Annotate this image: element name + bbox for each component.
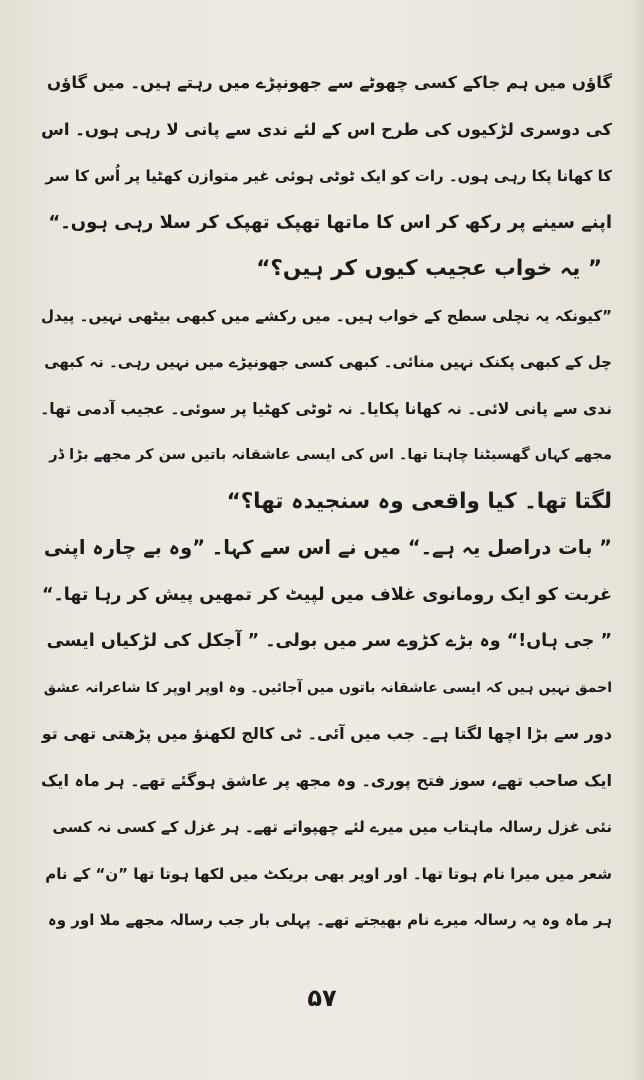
text-line: ندی سے پانی لائی۔ نہ کھانا پکایا۔ نہ ٹوٹی کھٹیا پر سوئی۔ عجیب آدمی تھا۔	[40, 399, 612, 418]
text-line: لگتا تھا۔ کیا واقعی وہ سنجیدہ تھا؟“	[226, 488, 612, 514]
text-line: اپنے سینے پر رکھ کر اس کا ماتھا تھپک تھپک کر سلا رہی ہوں۔“	[48, 211, 612, 233]
text-line: ” جی ہاں!“ وہ بڑے کڑوے سر میں بولی۔ ” آجکل کی لڑکیاں ایسی	[46, 631, 612, 651]
text-line: کا کھانا پکا رہی ہوں۔ رات کو ایک ٹوٹی ہوئی غیر متوازن کھٹیا پر اُس کا سر	[45, 167, 612, 185]
text-line: چل کے کبھی پکنک نہیں منائی۔ کبھی کسی جھونپڑے میں نہیں رہی۔ نہ کبھی	[44, 353, 612, 371]
text-line: کی دوسری لڑکیوں کی طرح اس کے لئے ندی سے پانی لا رہی ہوں۔ اس	[41, 119, 612, 139]
text-line: دور سے بڑا اچھا لگتا ہے۔ جب میں آئی۔ ٹی کالج لکھنؤ میں پڑھتی تھی تو	[41, 724, 612, 743]
text-line: غربت کو ایک رومانوی غلاف میں لپیٹ کر تمھیں پیش کر رہا تھا۔“	[42, 584, 612, 605]
text-line: احمق نہیں ہیں کہ ایسی عاشقانہ باتوں میں آجائیں۔ وہ اوپر اوپر کا شاعرانہ عشق	[43, 679, 612, 696]
text-line: ایک صاحب تھے، سوز فتح پوری۔ وہ مجھ پر عاشق ہوگئے تھے۔ ہر ماہ ایک	[41, 770, 612, 790]
text-line: شعر میں میرا نام ہوتا تھا۔ اور اوپر بھی بریکٹ میں لکھا ہوتا تھا ”ن“ کے نام	[45, 864, 612, 883]
text-line: ” یہ خواب عجیب کیوں کر ہیں؟“	[256, 256, 602, 281]
text-line: مجھے کہاں گھسیٹنا چاہتا تھا۔ اس کی ایسی عاشقانہ باتیں سن کر مجھے بڑا ڈر	[49, 447, 612, 463]
text-line: ” بات دراصل یہ ہے۔“ میں نے اس سے کہا۔ ”وہ بے چارہ اپنی	[43, 536, 612, 559]
page-text	[36, 60, 612, 944]
text-line: ”کیونکہ یہ نچلی سطح کے خواب ہیں۔ میں رکشے میں کبھی بیٹھی نہیں۔ پیدل	[41, 306, 612, 325]
text-line: ہر ماہ وہ یہ رسالہ میرے نام بھیجتے تھے۔ پہلی بار جب رسالہ مجھے ملا اور وہ	[47, 911, 612, 929]
page-number: ۵۷	[307, 984, 337, 1012]
text-line: گاؤں میں ہم جاکے کسی چھوٹے سے جھونپڑے میں رہتے ہیں۔ میں گاؤں	[47, 73, 612, 92]
text-line: نئی غزل رسالہ ماہتاب میں میرے لئے چھپواتے تھے۔ ہر غزل کے کسی نہ کسی	[52, 818, 612, 836]
